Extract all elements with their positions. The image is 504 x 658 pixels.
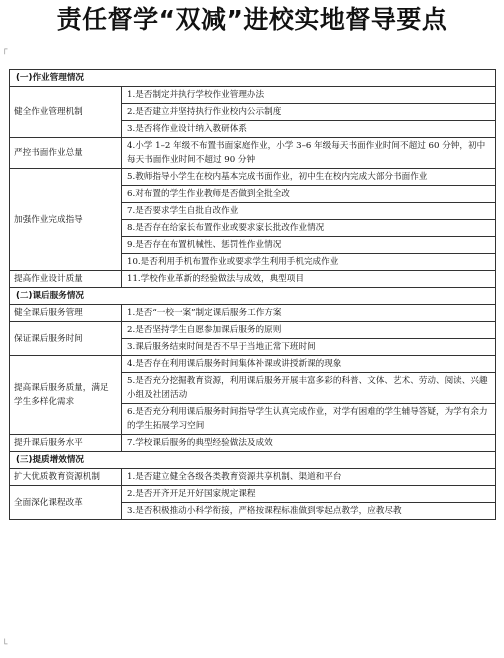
item-cell: 4.小学 1–2 年级不布置书面家庭作业，小学 3–6 年级每天书面作业时间不超过 60 分钟，初中每天书面作业时间不超过 90 分钟 <box>122 138 496 169</box>
category-cell: 全面深化课程改革 <box>10 486 122 520</box>
item-cell: 4.是否存在利用课后服务时间集体补课或讲授新课的现象 <box>122 356 496 373</box>
section-heading: (一)作业管理情况 <box>10 70 496 87</box>
item-cell: 7.是否要求学生自批自改作业 <box>122 203 496 220</box>
item-cell: 2.是否坚持学生自愿参加课后服务的原则 <box>122 322 496 339</box>
table-row <box>10 486 496 503</box>
inspection-table <box>9 69 496 520</box>
category-cell: 健全课后服务管理 <box>10 305 122 322</box>
corner-crop-mark: ┌ <box>2 45 8 55</box>
section-header-row <box>10 452 496 469</box>
item-cell: 7.学校课后服务的典型经验做法及成效 <box>122 435 496 452</box>
item-cell: 10.是否利用手机布置作业或要求学生利用手机完成作业 <box>122 254 496 271</box>
table-row <box>10 87 496 104</box>
table-row <box>10 138 496 169</box>
item-cell: 3.是否积极推动小科学衔接，严格按课程标准做到零起点教学，应教尽教 <box>122 503 496 520</box>
item-cell: 2.是否建立并坚持执行作业校内公示制度 <box>122 104 496 121</box>
category-cell: 提高作业设计质量 <box>10 271 122 288</box>
item-cell: 2.是否开齐开足开好国家规定课程 <box>122 486 496 503</box>
table-row <box>10 271 496 288</box>
category-cell: 加强作业完成指导 <box>10 169 122 271</box>
item-cell: 5.教师指导小学生在校内基本完成书面作业，初中生在校内完成大部分书面作业 <box>122 169 496 186</box>
corner-crop-mark: └ <box>2 640 8 650</box>
item-cell: 6.对布置的学生作业教师是否做到全批全改 <box>122 186 496 203</box>
table-row <box>10 322 496 339</box>
category-cell: 严控书面作业总量 <box>10 138 122 169</box>
section-header-row <box>10 70 496 87</box>
table-row <box>10 169 496 186</box>
item-cell: 11.学校作业革新的经验做法与成效，典型项目 <box>122 271 496 288</box>
item-cell: 3.是否将作业设计纳入教研体系 <box>122 121 496 138</box>
section-header-row <box>10 288 496 305</box>
item-cell: 8.是否存在给家长布置作业或要求家长批改作业情况 <box>122 220 496 237</box>
category-cell: 扩大优质教育资源机制 <box>10 469 122 486</box>
item-cell: 6.是否充分利用课后服务时间指导学生认真完成作业，对学有困难的学生辅导答疑，为学有余力的学生拓展学习空间 <box>122 404 496 435</box>
section-heading: (二)课后服务情况 <box>10 288 496 305</box>
item-cell: 1.是否建立健全各级各类教育资源共享机制、渠道和平台 <box>122 469 496 486</box>
category-cell: 提升课后服务水平 <box>10 435 122 452</box>
item-cell: 9.是否存在布置机械性、惩罚性作业情况 <box>122 237 496 254</box>
page-title: 责任督学“双减”进校实地督导要点 <box>56 5 448 34</box>
category-cell: 保证课后服务时间 <box>10 322 122 356</box>
table-row <box>10 469 496 486</box>
section-heading: (三)提质增效情况 <box>10 452 496 469</box>
table-row <box>10 435 496 452</box>
category-cell: 提高课后服务质量，满足学生多样化需求 <box>10 356 122 435</box>
item-cell: 3.课后服务结束时间是否不早于当地正常下班时间 <box>122 339 496 356</box>
table-row <box>10 305 496 322</box>
item-cell: 5.是否充分挖掘教育资源，利用课后服务开展丰富多彩的科普、文体、艺术、劳动、阅读、兴趣小组及社团活动 <box>122 373 496 404</box>
table-row <box>10 356 496 373</box>
item-cell: 1.是否制定并执行学校作业管理办法 <box>122 87 496 104</box>
item-cell: 1.是否“一校一案”制定课后服务工作方案 <box>122 305 496 322</box>
category-cell: 健全作业管理机制 <box>10 87 122 138</box>
